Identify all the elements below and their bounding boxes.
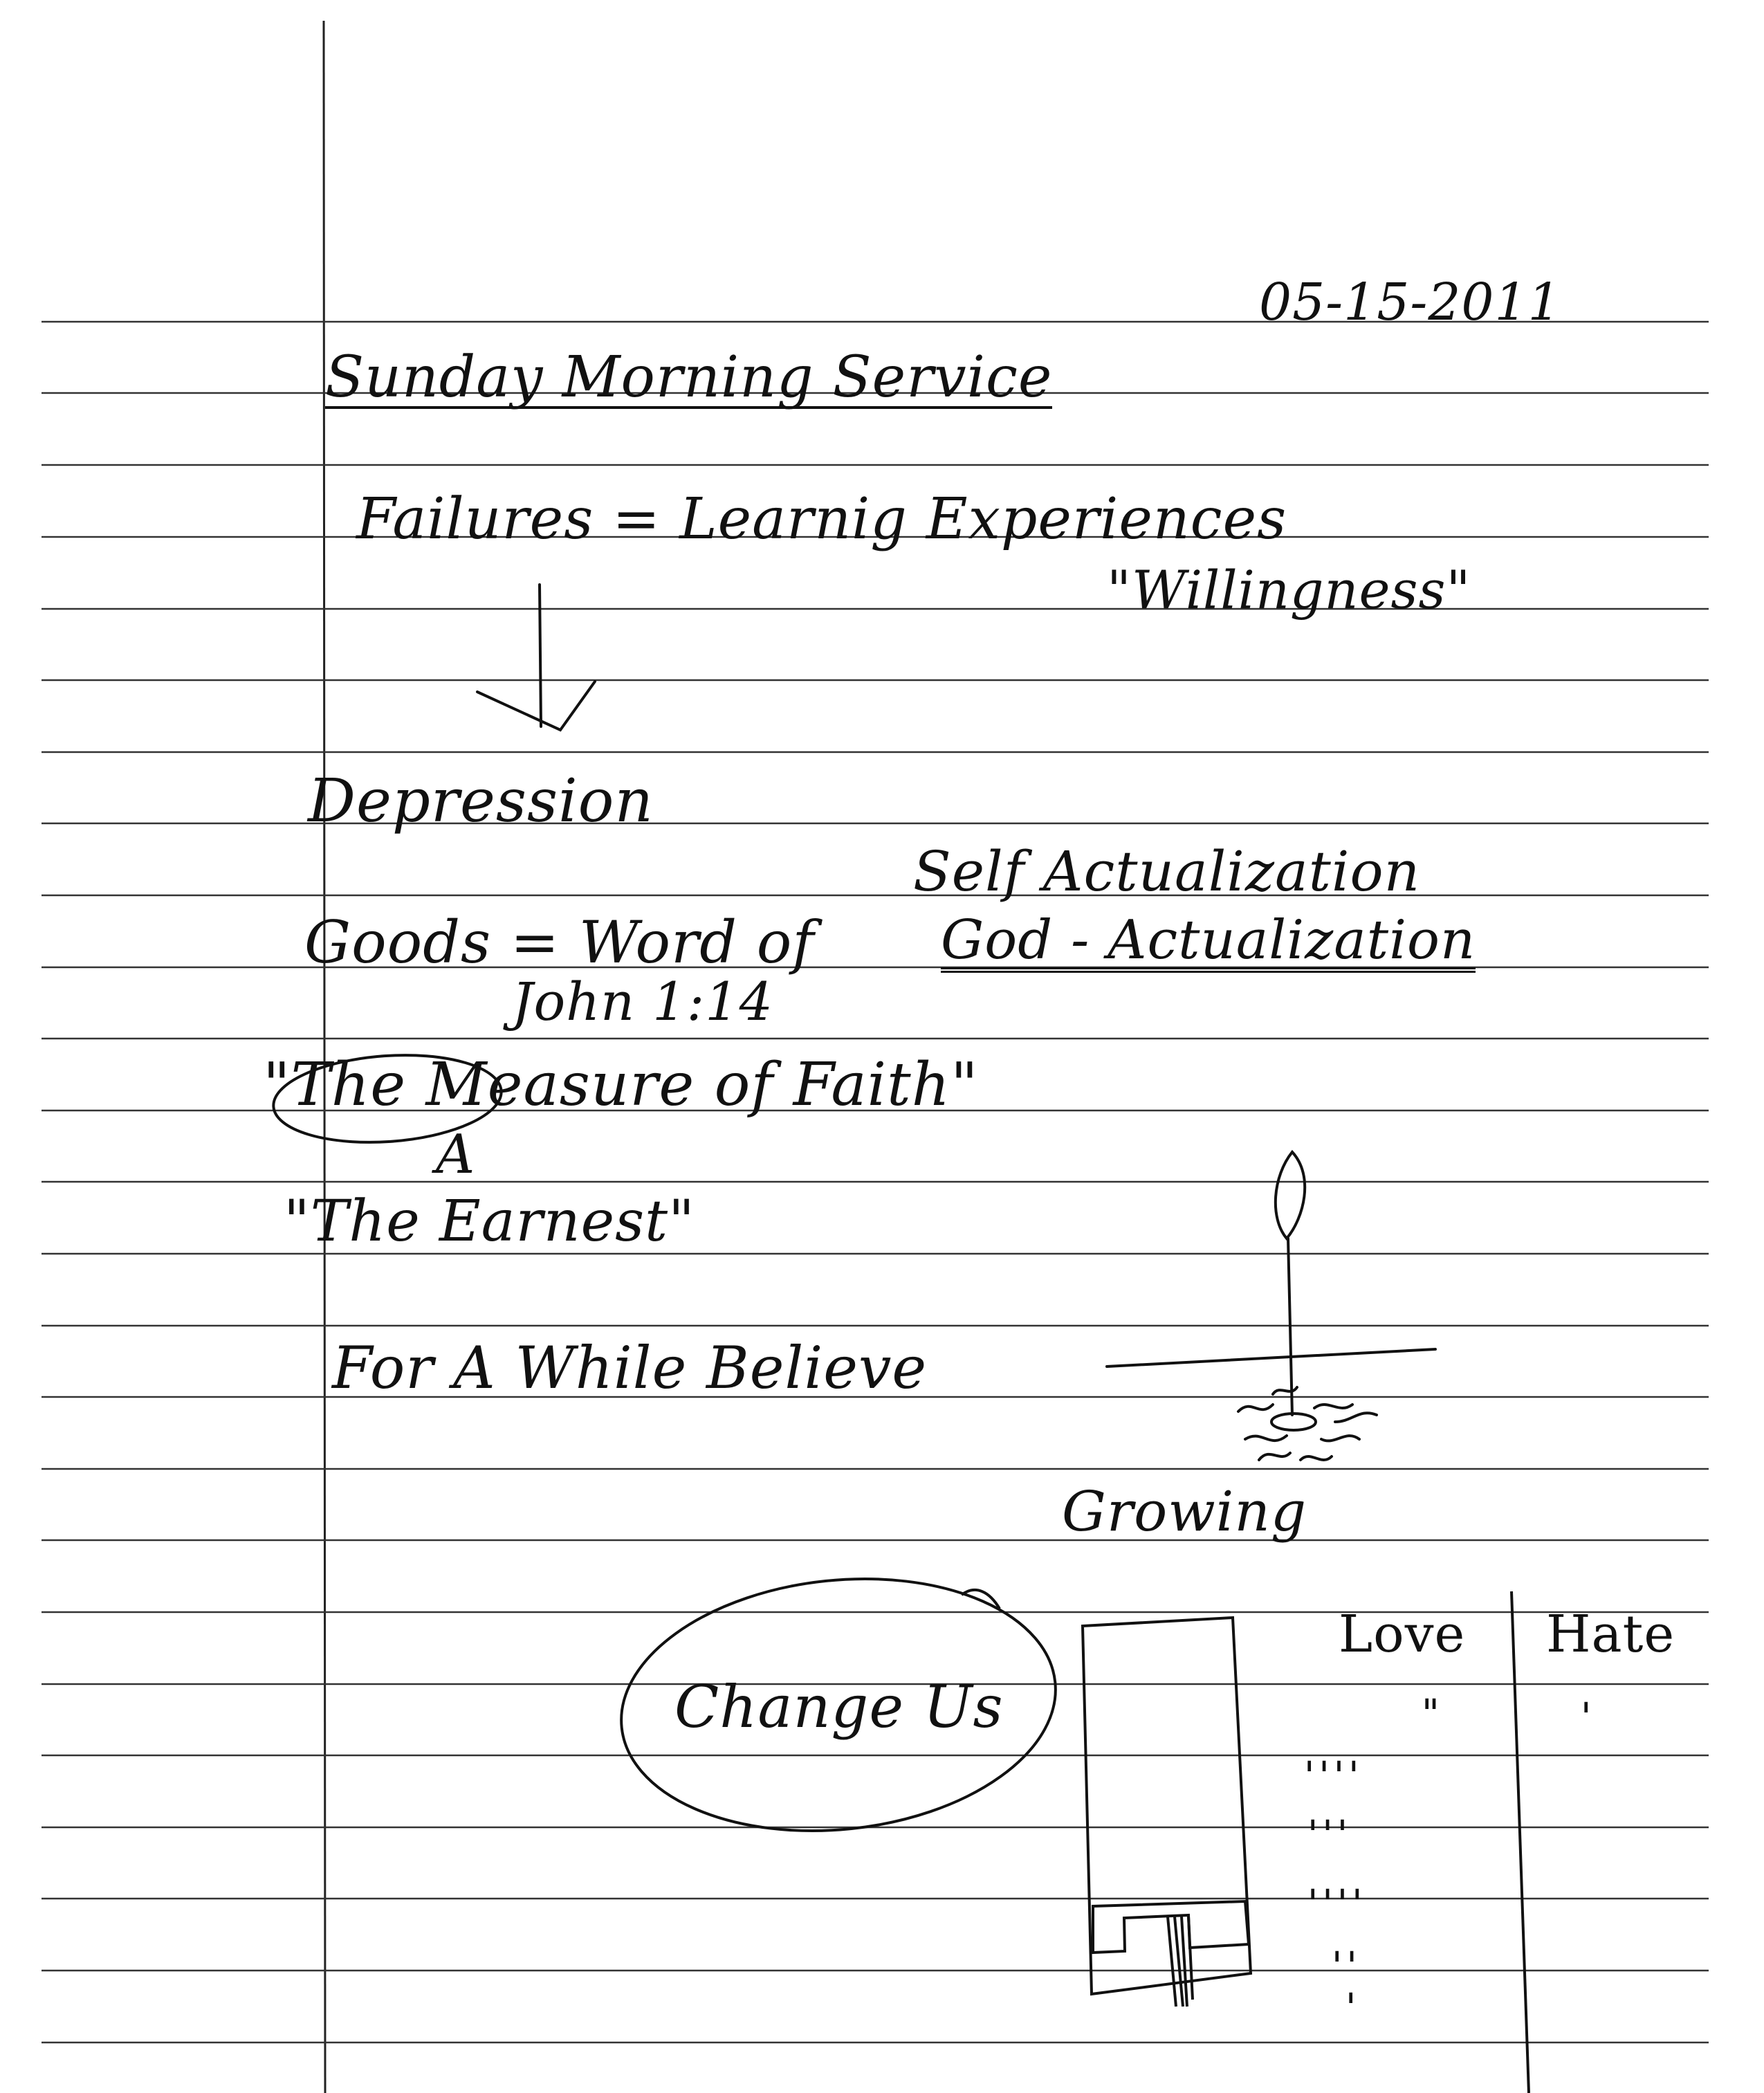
growing-label: Growing	[1062, 1479, 1307, 1544]
goods-word-of: Goods = Word of	[304, 908, 815, 976]
for-a-while-believe: For A While Believe	[332, 1334, 928, 1402]
date: 05-15-2011	[1259, 273, 1561, 332]
self-actualization: Self Actualization	[913, 839, 1421, 904]
change-us: Change Us	[674, 1673, 1004, 1741]
bookmark-tassel	[1168, 1917, 1193, 2007]
failures-line: Failures = Learnig Experiences	[356, 486, 1287, 552]
john-reference: John 1:14	[512, 971, 773, 1032]
bookmark-drawing	[1083, 1618, 1251, 1994]
hate-tally: '	[1581, 1695, 1596, 1740]
love-header: Love	[1339, 1605, 1466, 1664]
love-tally: ''''	[1307, 1882, 1367, 1927]
willingness: "Willingness"	[1107, 559, 1471, 621]
love-tally: '''	[1307, 1813, 1352, 1858]
measure-of-faith: "The Measure of Faith"	[263, 1050, 979, 1119]
hate-header: Hate	[1546, 1605, 1675, 1664]
the-earnest: "The Earnest"	[284, 1189, 695, 1254]
love-tally: "	[1422, 1692, 1444, 1737]
love-hate-divider	[1512, 1591, 1529, 2093]
page-title: Sunday Morning Service	[325, 345, 1053, 410]
love-tally: ''''	[1304, 1754, 1363, 1799]
letter-a: A	[436, 1124, 476, 1186]
god-actualization: God - Actualization	[941, 909, 1476, 971]
seedling-drawing	[1107, 1152, 1435, 1460]
love-tally: ''	[1332, 1944, 1361, 1989]
love-tally: '	[1345, 1986, 1361, 2031]
down-arrow	[477, 585, 595, 730]
depression: Depression	[308, 767, 654, 836]
